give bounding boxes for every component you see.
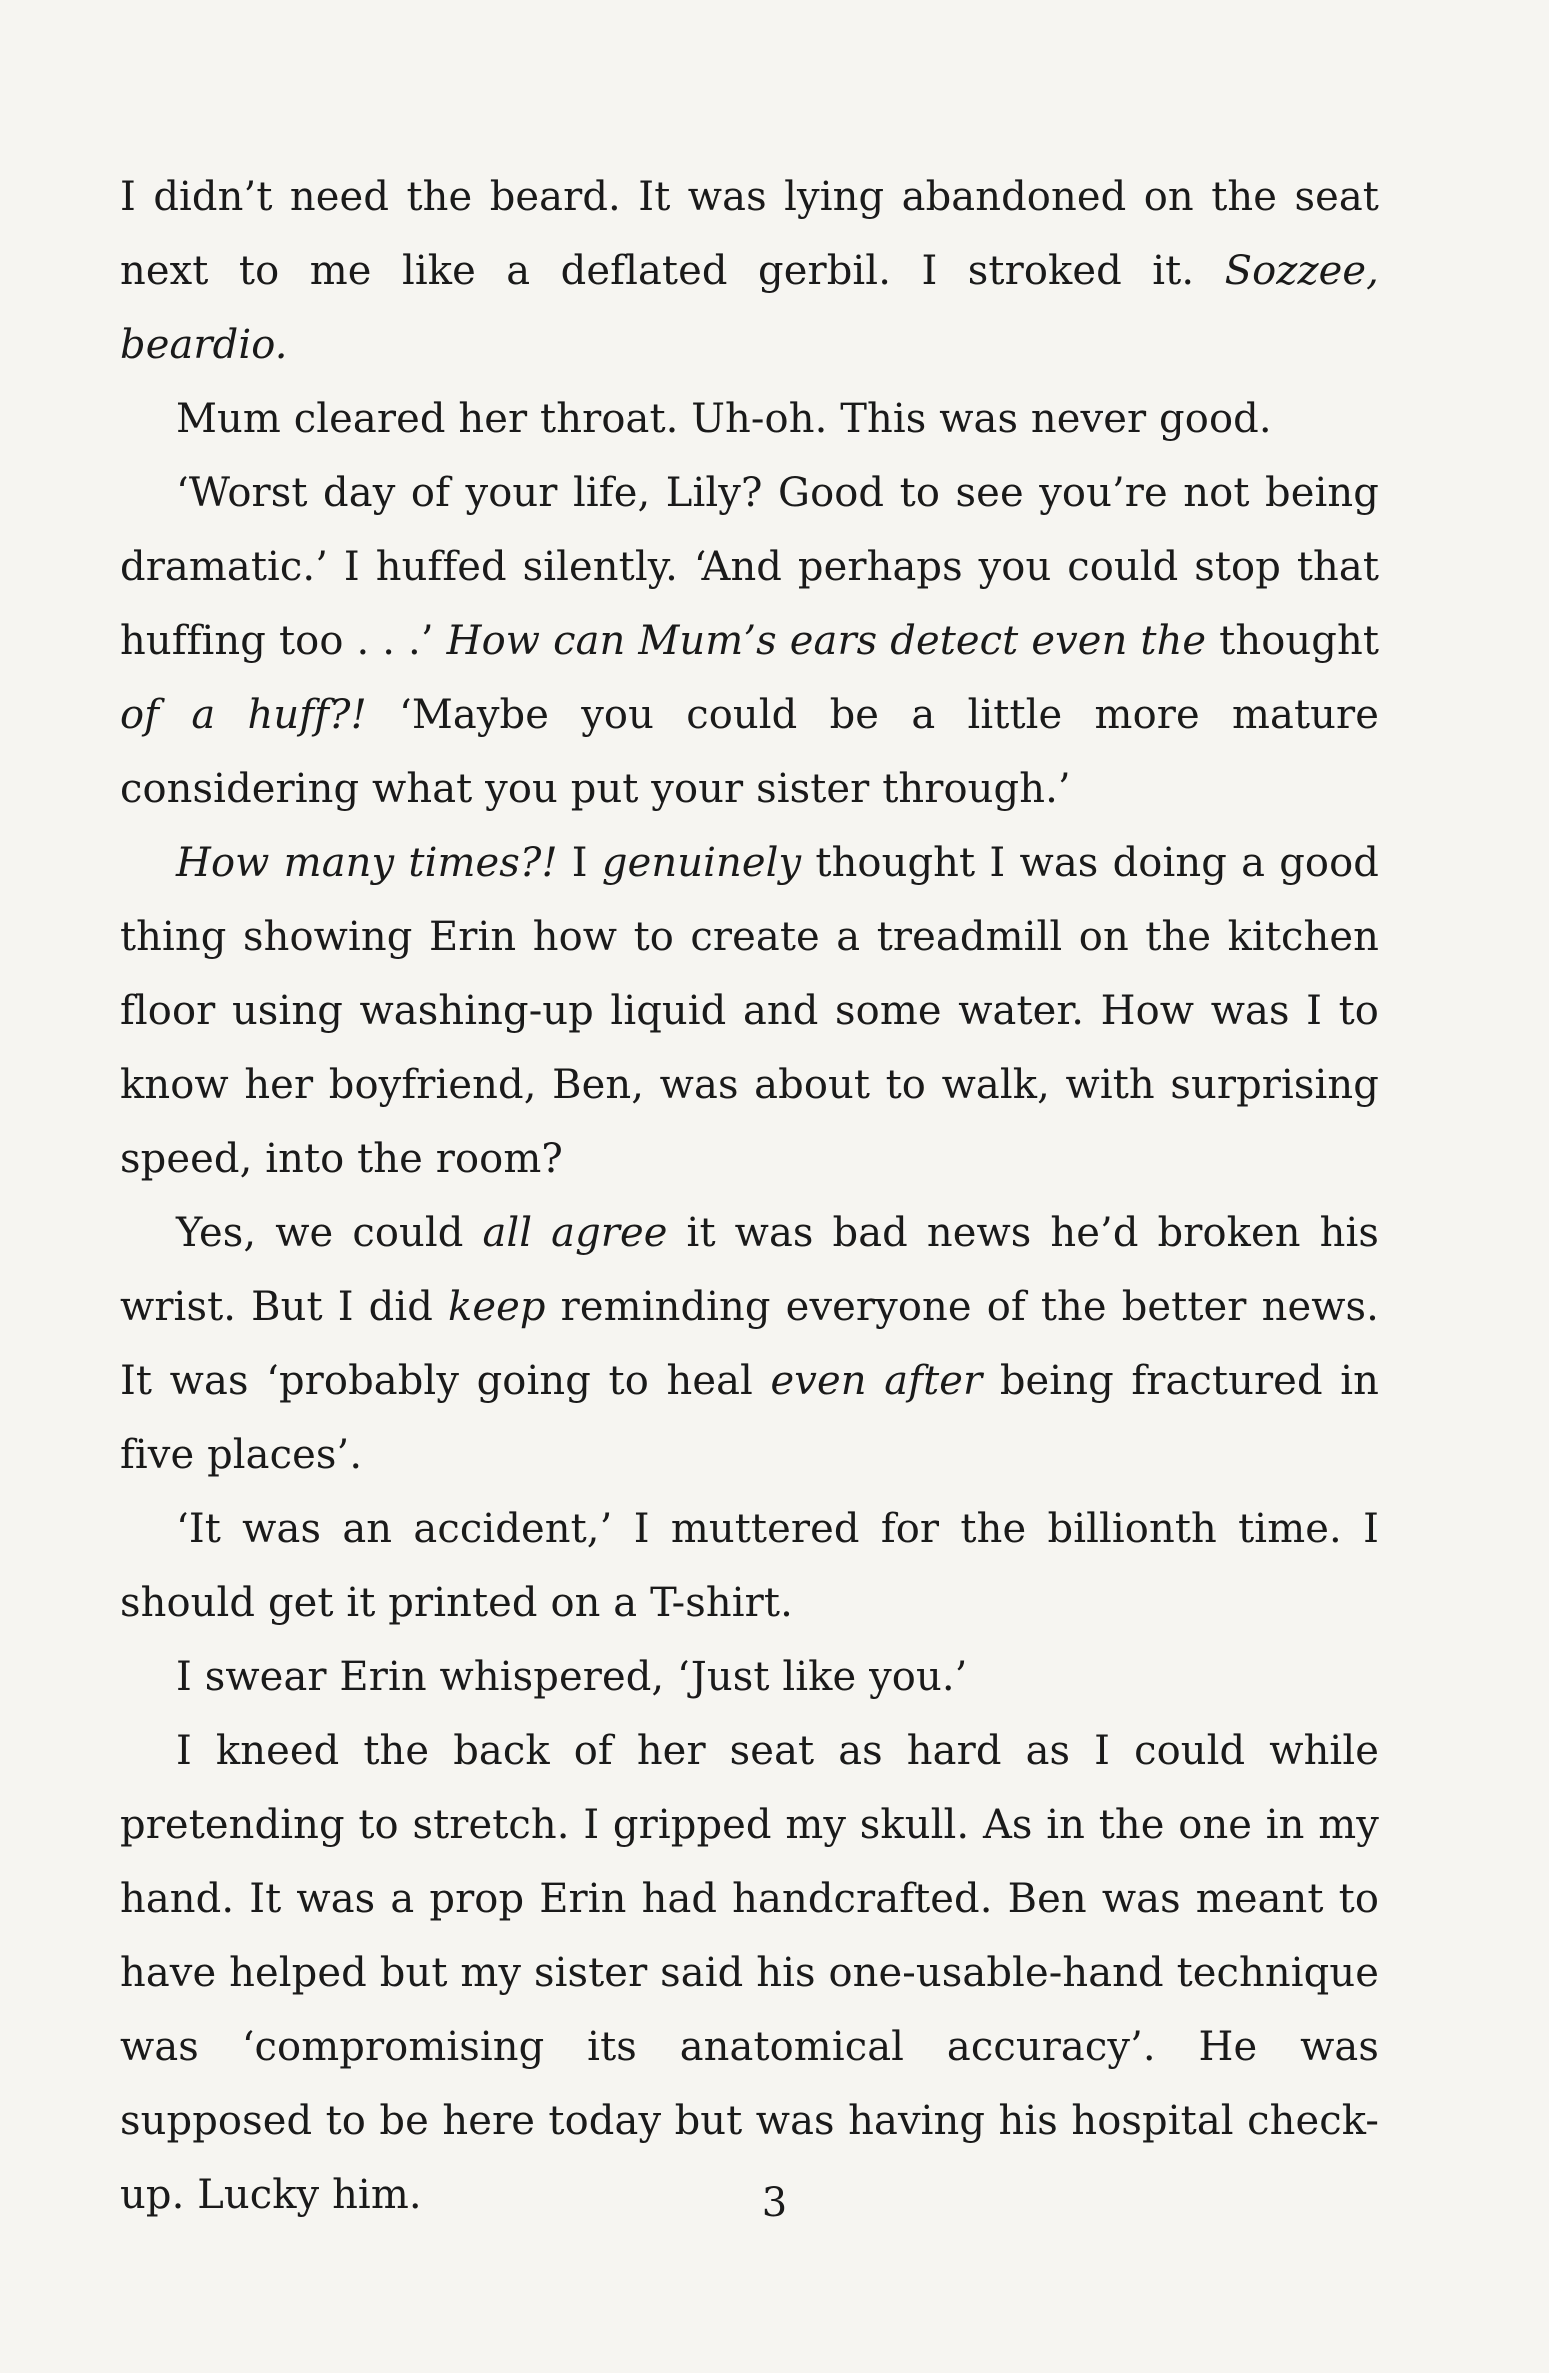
paragraph [120, 1714, 1379, 2232]
paragraph [120, 160, 1379, 382]
italic-text: How many times?! [176, 840, 558, 886]
italic-text: keep [448, 1284, 546, 1330]
text-run: I didn’t need the beard. It was lying abandoned on the seat next to me like a deflated gerbil. I stroked it. [120, 174, 1379, 294]
italic-text: of a huff?! [120, 692, 367, 738]
page-body-text [120, 160, 1379, 2232]
italic-text: Sozzee, beardio. [120, 248, 1379, 368]
text-run: it was bad news he’d broken his wrist. But I did [120, 1210, 1379, 1330]
text-run: I [557, 840, 602, 886]
italic-text: all agree [482, 1210, 668, 1256]
italic-text: genuinely [601, 840, 802, 886]
text-run: reminding everyone of the better news. It was ‘probably going to heal [120, 1284, 1379, 1404]
text-run: being fractured in five places’. [120, 1358, 1379, 1478]
text-run: thought [1206, 618, 1379, 664]
text-run: Yes, we could [176, 1210, 483, 1256]
paragraph [120, 1196, 1379, 1492]
page-number: 3 [761, 2180, 788, 2226]
text-run: ‘Maybe you could be a little more mature considering what you put your sister through.’ [120, 692, 1379, 812]
text-run: I swear Erin whispered, ‘Just like you.’ [176, 1654, 968, 1700]
paragraph [120, 1492, 1379, 1640]
italic-text: even after [770, 1358, 983, 1404]
text-run: ‘It was an accident,’ I muttered for the billionth time. I should get it printed on a T-shirt. [120, 1506, 1379, 1626]
text-run: I kneed the back of her seat as hard as I could while pretending to stretch. I gripped my skull. As in the one in my hand. It was a prop Erin had handcrafted. Ben was meant to have helped but my sister said his one-usable-hand technique was ‘compromising its anatomical accuracy’. He was supposed to be here today but was having his hospital check-up. Lucky him. [120, 1728, 1379, 2218]
text-run: ‘Worst day of your life, Lily? Good to see you’re not being dramatic.’ I huffed silently. ‘And perhaps you could stop that huffing too . . .’ [120, 470, 1379, 664]
paragraph [120, 456, 1379, 826]
paragraph [120, 382, 1379, 456]
text-run: thought I was doing a good thing showing Erin how to create a treadmill on the kitchen floor using washing-up liquid and some water. How was I to know her boyfriend, Ben, was about to walk, with surprising speed, into the room? [120, 840, 1379, 1182]
paragraph [120, 1640, 1379, 1714]
text-run: Mum cleared her throat. Uh-oh. This was never good. [176, 396, 1272, 442]
italic-text: How can Mum’s ears detect even the [446, 618, 1207, 664]
paragraph [120, 826, 1379, 1196]
